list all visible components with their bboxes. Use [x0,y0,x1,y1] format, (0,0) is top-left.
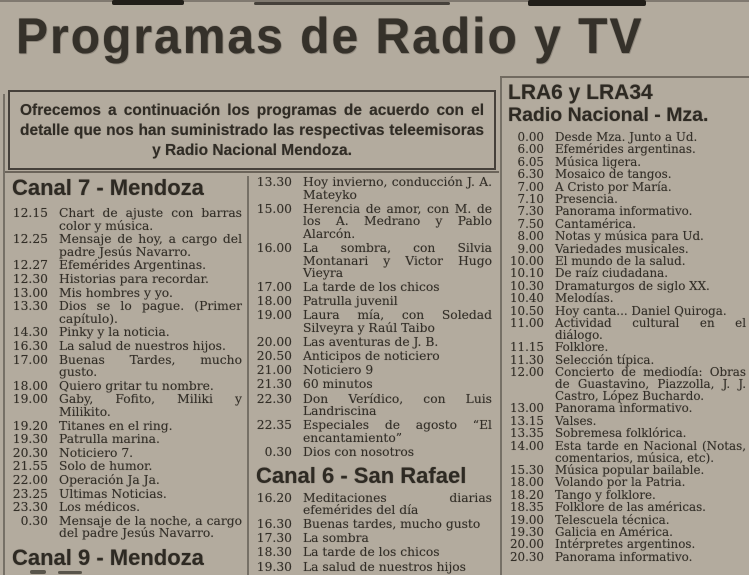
program-time: 18.35 [509,500,544,515]
program-title: Folklore de las américas. [555,500,706,515]
program-time: 19.00 [509,512,544,527]
program-time: 12.00 [509,365,544,380]
program-row [256,518,492,531]
program-title: Tango y folklore. [555,487,656,502]
program-title: Pinky y la noticia. [59,325,170,340]
program-title: Mensaje de hoy, a cargo del padre Jesús Navarro. [59,232,242,259]
program-row [256,203,492,241]
program-time: 14.30 [12,325,48,340]
program-row [12,380,242,393]
program-row [12,515,242,540]
program-row [256,309,492,334]
program-title: La salud de nuestros hijos [303,559,466,574]
program-time: 23.30 [12,500,48,515]
program-time: 21.55 [12,459,48,474]
program-time: 19.20 [12,418,48,433]
program-time: 14.00 [509,438,544,453]
program-row [256,446,492,459]
program-title: Dramaturgos de siglo XX. [555,278,710,293]
program-time: 22.35 [256,418,292,433]
program-title: Noticiero 7. [59,445,134,460]
program-time: 21.00 [256,363,292,378]
program-row [12,501,242,514]
program-row [256,242,492,280]
program-time: 12.15 [12,206,48,221]
program-time: 20.00 [509,537,544,552]
program-title: Desde Mza. Junto a Ud. [555,130,698,144]
program-time: 13.35 [509,426,544,441]
program-title: Cantamérica. [555,216,637,231]
program-title: Notas y música para Ud. [555,229,704,244]
program-title: Mensaje de la noche, a cargo del padre Jesús Navarro. [59,513,242,541]
program-list-canal7 [12,207,242,540]
column-canal7 [12,176,242,573]
column-canal7-continued [256,176,492,575]
program-title: Actividad cultural en el diálogo. [555,316,746,342]
program-time: 0.30 [264,444,292,459]
program-title: Hoy canta... Daniel Quiroga. [555,303,727,318]
program-time: 22.30 [256,391,292,406]
program-time: 20.30 [12,445,48,460]
program-time: 23.25 [12,486,48,501]
program-title: Buenas tardes, mucho gusto [303,517,481,532]
program-title: Panorama informativo. [555,204,693,219]
program-row [508,367,746,403]
clipped-text-artifact [30,570,46,574]
clipped-text-artifact [58,571,82,574]
program-title: Telescuela técnica. [555,512,670,527]
section-subheader-radio-nacional: Radio Nacional - Mza. [508,104,709,126]
program-title: Especiales de agosto “El encantamiento” [303,418,492,445]
program-title: La salud de nuestros hijos. [59,339,226,354]
program-title: La tarde de los chicos [303,545,440,560]
program-row [12,460,242,473]
program-row [12,474,242,487]
program-time: 12.30 [12,272,48,287]
column-rule-left [3,94,5,575]
program-row [12,488,242,501]
program-time: 20.50 [256,349,292,364]
program-title: A Cristo por María. [555,179,672,194]
program-title: Panorama informativo. [555,401,693,416]
program-row [256,532,492,545]
program-time: 13.00 [509,401,544,416]
program-title: Historias para recordar. [59,272,209,287]
program-title: Noticiero 9 [303,363,374,378]
program-title: Patrulla marina. [59,432,160,447]
program-title: La tarde de los chicos [303,280,440,295]
program-row [256,378,492,391]
horizontal-rule [5,171,499,173]
program-time: 10.10 [509,266,544,281]
column-rule-right [500,78,502,575]
program-row [12,340,242,353]
program-title: Sobremesa folklórica. [555,426,687,441]
program-title: La sombra [303,531,369,546]
program-time: 11.00 [509,316,544,331]
program-title: Mosaico de tangos. [555,167,672,182]
program-row [508,438,746,465]
program-title: Música popular bailable. [555,462,705,477]
program-row [12,287,242,300]
program-title: Chart de ajuste con barras color y música. [59,206,242,233]
program-row [12,393,242,418]
program-time: 12.27 [12,258,48,273]
program-title: Volando por la Patria. [555,475,686,490]
program-title: Laura mía, con Soledad Silveyra y Raúl Taibo [303,308,492,336]
torn-edge-artifact [528,0,646,6]
program-row [12,300,242,325]
program-title: Gaby, Fofito, Miliki y Milikito. [59,392,242,419]
program-row [12,433,242,446]
program-time: 21.30 [256,377,292,392]
program-title: Valses. [555,413,597,428]
program-time: 0.00 [517,130,544,144]
horizontal-rule [500,76,749,78]
program-time: 10.50 [509,303,544,318]
program-title: Mis hombres y yo. [59,285,173,300]
program-time: 11.15 [509,340,544,355]
section-header-canal7: Canal 7 - Mendoza [12,175,204,200]
program-row [256,393,492,418]
program-row [256,336,492,349]
torn-edge-artifact [254,2,450,5]
program-time: 19.30 [12,432,48,447]
column-rule-middle [247,176,249,575]
program-title: Intérpretes argentinos. [555,537,696,552]
program-title: De raíz ciudadana. [555,266,669,281]
section-header-canal6: Canal 6 - San Rafael [256,463,467,489]
program-row [256,295,492,308]
program-time: 6.30 [517,167,544,182]
program-time: 20.00 [256,335,292,350]
torn-edge-artifact [112,0,184,5]
program-title: Anticipos de noticiero [303,349,440,364]
program-title: Buenas Tardes, mucho gusto. [59,352,242,380]
program-title: Esta tarde en Nacional (Notas, comentarios, música, etc). [555,438,746,465]
program-time: 19.00 [12,392,48,407]
program-time: 13.15 [509,413,544,428]
program-time: 18.00 [12,378,48,393]
program-title: Galicia en América. [555,525,673,539]
program-row [12,420,242,433]
program-time: 19.30 [256,559,292,574]
program-row [256,419,492,444]
program-title: Herencia de amor, con M. de los A. Medrano y Pablo Alarcón. [303,201,492,241]
program-time: 9.00 [517,241,544,256]
program-time: 17.30 [256,531,292,546]
program-title: Ultimas Noticias. [59,486,167,501]
program-time: 16.00 [256,240,292,255]
section-header-canal9: Canal 9 - Mendoza [12,544,204,570]
program-row [12,207,242,232]
program-title: Dios se lo pague. (Primer capítulo). [59,299,242,326]
program-row [12,259,242,272]
program-title: Variedades musicales. [555,241,689,256]
program-time: 7.50 [517,216,544,231]
program-title: Quiero gritar tu nombre. [59,378,214,393]
column-radio-nacional [508,82,746,564]
program-row [508,549,746,564]
program-time: 10.40 [509,291,544,306]
program-row [256,350,492,363]
program-time: 16.20 [256,490,292,505]
program-title: Solo de humor. [59,459,153,474]
program-time: 7.10 [517,192,544,207]
program-time: 17.00 [256,280,292,295]
program-title: Presencia. [555,192,618,207]
program-title: El mundo de la salud. [555,254,686,269]
program-time: 13.30 [12,299,48,314]
program-time: 19.00 [256,308,292,323]
program-title: Panorama informativo. [555,549,693,564]
program-time: 20.30 [509,549,544,564]
program-row [256,546,492,559]
program-time: 7.30 [517,204,544,219]
program-time: 18.00 [509,475,544,490]
program-time: 0.30 [20,513,48,528]
program-time: 16.30 [12,339,48,354]
program-title: Concierto de mediodía: Obras de Guastavino, Piazzolla, J. J. Castro, López Buchardo. [555,365,746,404]
program-time: 17.00 [12,352,48,367]
program-title: Folklore. [555,340,609,355]
program-row [12,233,242,258]
program-time: 8.00 [517,229,544,244]
program-time: 11.30 [509,352,544,367]
program-row [12,273,242,286]
program-title: Dios con nosotros [303,444,415,459]
program-time: 18.20 [509,487,544,502]
program-time: 13.30 [256,175,292,189]
program-title: Meditaciones diarias efemérides del día [303,490,492,518]
program-time: 6.00 [517,142,544,157]
program-row [12,447,242,460]
program-time: 18.00 [256,294,292,309]
program-title: La sombra, con Silvia Montanari y Victor Hugo Vieyra [303,240,492,281]
program-title: Efemérides argentinas. [555,142,696,157]
program-title: Titanes en el ring. [59,418,173,433]
program-time: 10.00 [509,254,544,269]
program-title: Los médicos. [59,500,141,515]
program-title: Hoy invierno, conducción J. A. Mateyko [303,175,492,202]
program-row [12,354,242,379]
program-row [256,561,492,574]
program-time: 19.30 [509,525,544,539]
program-title: Don Verídico, con Luis Landriscina [303,391,492,419]
program-title: Selección típica. [555,352,655,367]
program-title: Efemérides Argentinas. [59,258,207,273]
program-time: 18.30 [256,545,292,560]
program-time: 16.30 [256,517,292,532]
program-row [256,492,492,517]
program-list-radio-nacional [508,132,746,564]
program-time: 10.30 [509,278,544,293]
program-list-canal6 [256,492,492,574]
program-time: 15.30 [509,462,544,477]
program-row [256,281,492,294]
program-row [256,364,492,377]
program-title: Música ligera. [555,154,642,169]
program-row [508,318,746,342]
intro-box: Ofrecemos a continuación los programas de acuerdo con el detalle que nos han suministrado las respectivas teleemisoras y Radio Nacional Mendoza. [8,90,496,170]
program-title: 60 minutos [303,377,373,392]
program-time: 15.00 [256,201,292,216]
program-time: 12.25 [12,232,48,247]
program-row [12,326,242,339]
program-title: Patrulla juvenil [303,294,398,309]
program-row [256,176,492,201]
program-list-canal7-continued [256,176,492,458]
program-title: Melodías. [555,291,614,306]
program-title: Las aventuras de J. B. [303,335,439,350]
program-time: 7.00 [517,179,544,194]
section-header-lra: LRA6 y LRA34 [508,81,653,104]
program-time: 6.05 [517,154,544,169]
page-title: Programas de Radio y TV [16,9,644,65]
program-title: Operación Ja Ja. [59,472,160,487]
program-time: 22.00 [12,472,48,487]
program-time: 13.00 [12,285,48,300]
